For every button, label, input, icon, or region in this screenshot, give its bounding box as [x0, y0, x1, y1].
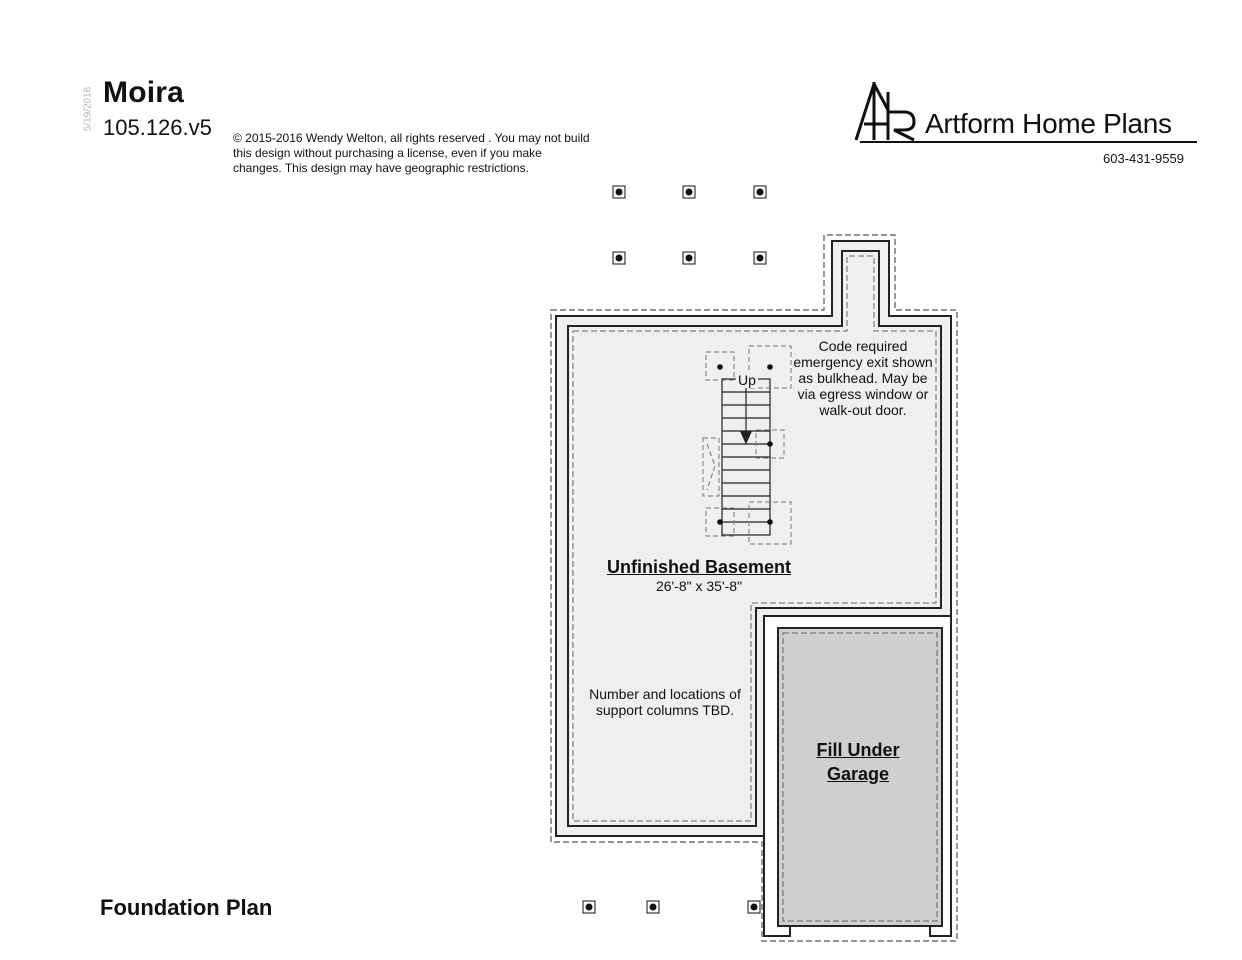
plan-name: Moira	[103, 76, 185, 109]
egress-code-note: Code required emergency exit shown as bulkhead. May be via egress window or walk-out door.	[793, 338, 933, 418]
date-stamp-text: 5/19/2016	[82, 86, 94, 132]
garage-label-line2: Garage	[826, 764, 890, 784]
brand-name: Artform Home Plans	[925, 108, 1172, 139]
support-column	[754, 252, 766, 264]
support-column	[748, 901, 760, 913]
support-column	[613, 252, 625, 264]
support-column	[583, 901, 595, 913]
garage-label-line1: Fill Under	[816, 740, 900, 760]
support-column	[613, 186, 625, 198]
garage-label	[790, 738, 926, 786]
plan-number: 105.126.v5	[103, 115, 212, 140]
brand-phone: 603-431-9559	[1103, 151, 1184, 166]
support-columns-note: Number and locations of support columns TBD.	[589, 686, 741, 718]
basement-stair	[722, 379, 770, 535]
support-column	[754, 186, 766, 198]
basement-label	[590, 556, 808, 594]
support-column	[683, 186, 695, 198]
basement-dimensions: 26'-8" x 35'-8"	[655, 578, 743, 594]
copyright-notice: © 2015-2016 Wendy Welton, all rights reserved . You may not build this design without purchasing a license, even if you make changes. This design may have geographic restrictions.	[233, 131, 590, 175]
stair-up-label: Up	[736, 372, 758, 388]
basement-name: Unfinished Basement	[606, 557, 792, 577]
support-column	[683, 252, 695, 264]
support-column	[647, 901, 659, 913]
plan-title: Foundation Plan	[100, 895, 273, 920]
